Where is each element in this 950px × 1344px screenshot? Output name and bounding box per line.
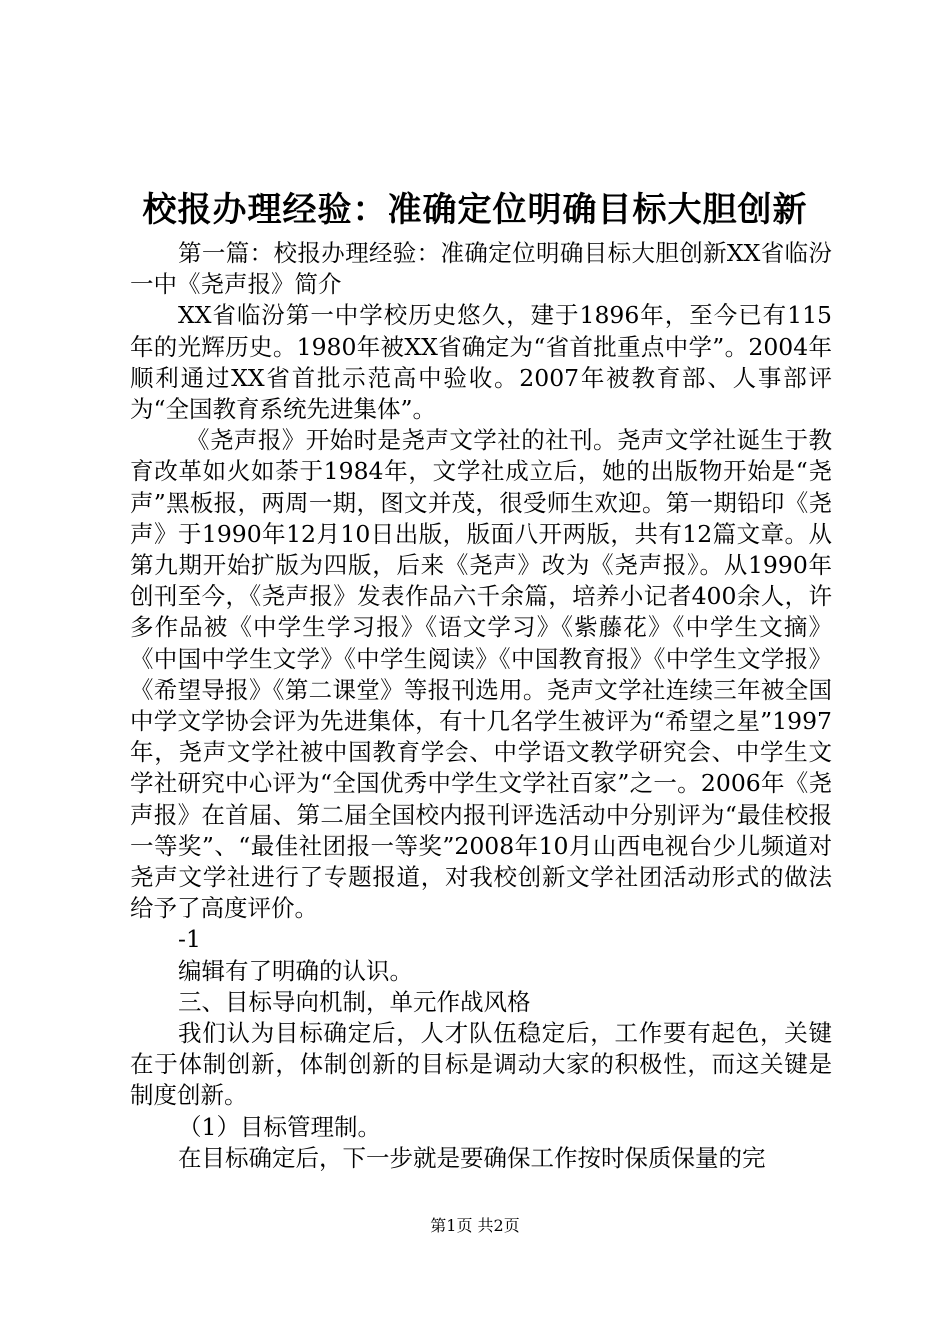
paragraph-page-marker: -1 [178,925,201,954]
document-body [130,238,832,1174]
paragraph-mechanism: 我们认为目标确定后，人才队伍稳定后，工作要有起色，关键在于体制创新，体制创新的目标是调动大家的积极性，而这关键是制度创新。 [130,1019,832,1110]
paragraph-intro: 第一篇：校报办理经验：准确定位明确目标大胆创新XX省临汾一中《尧声报》简介 [130,239,832,299]
paragraph-editor-note: 编辑有了明确的认识。 [178,956,413,985]
section-heading-three: 三、目标导向机制，单元作战风格 [178,987,531,1016]
paragraph-newspaper-history: 《尧声报》开始时是尧声文学社的社刊。尧声文学社诞生于教育改革如火如荼于1984年，文学社成立后，她的出版物开始是“尧声”黑板报，两周一期，图文并茂，很受师生欢迎。第一期铅印《尧声》于1990年12月10日出版，版面八开两版，共有12篇文章。从第九期开始扩版为四版，后来《尧声》改为《尧声报》。从1990年创刊至今，《尧声报》发表作品六千余篇，培养小记者400余人，许多作品被《中学生学习报》《语文学习》《紫藤花》《中学生文摘》《中国中学生文学》《中学生阅读》《中国教育报》《中学生文学报》《希望导报》《第二课堂》等报刊选用。尧声文学社连续三年被全国中学文学协会评为先进集体，有十几名学生被评为“希望之星”1997年，尧声文学社被中国教育学会、中学语文教学研究会、中学生文学社研究中心评为“全国优秀中学生文学社百家”之一。2006年《尧声报》在首届、第二届全国校内报刊评选活动中分别评为“最佳校报一等奖”、“最佳社团报一等奖”2008年10月山西电视台少儿频道对尧声文学社进行了专题报道，对我校创新文学社团活动形式的做法给予了高度评价。 [130,426,832,923]
paragraph-school-history: XX省临汾第一中学校历史悠久，建于1896年，至今已有115年的光辉历史。1980年被XX省确定为“省首批重点中学”。2004年顺利通过XX省首批示范高中验收。2007年被教育部、人事部评为“全国教育系统先进集体”。 [130,301,832,424]
subheading-target-management: （1）目标管理制。 [178,1112,381,1141]
page-footer: 第1页 共2页 [430,1216,520,1235]
document-title: 校报办理经验：准确定位明确目标大胆创新 [142,190,808,230]
paragraph-target-management: 在目标确定后，下一步就是要确保工作按时保质保量的完 [178,1143,766,1172]
